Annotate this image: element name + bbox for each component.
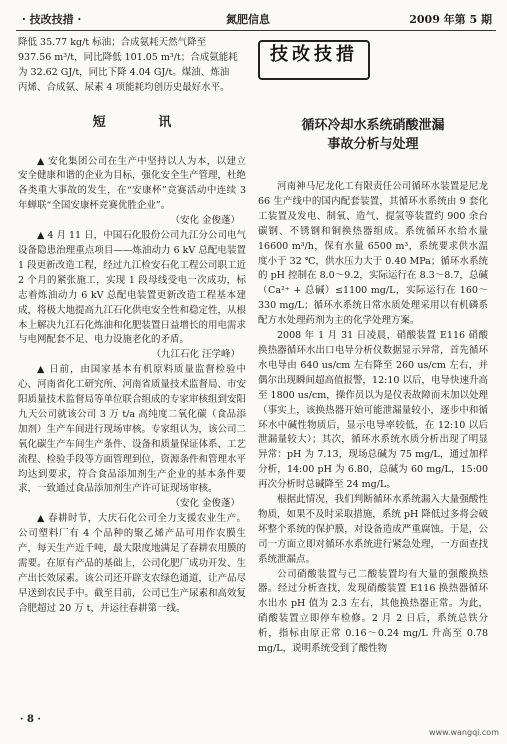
news-source: （安化 金俊蓬） bbox=[170, 215, 240, 227]
section-banner bbox=[258, 40, 370, 80]
article-paragraph: 2008 年 1 月 31 日凌晨，硝酸装置 E116 硝酸换热器循环水出口电导分析仪数据显示异常，首先循环水电导由 640 us/cm 左右降至 260 us/cm 左右，并偶尔出现瞬间超高值报警，12:10 以后，电导快速升高至 1800 us/cm，操作员以为是仪表故障而未加以处理（事实上，该换热器开始可能泄漏量较小，逐步中和循环水中碱性物质后，显示电导率较低，在 12:10 以后泄漏量较大）；其次，循环水系统水质分析出现了明显异常：pH 为 7.13，现场总碱为 75 mg/L，通过加样分析，14:00 pH 为 6.80，总碱为 60 mg/L，15:00 再次分析时总碱降至 24 mg/L。 bbox=[258, 330, 488, 491]
journal-name: 氮肥信息 bbox=[226, 13, 270, 26]
right-column bbox=[258, 36, 488, 657]
article-title-line: 循环冷却水系统硝酸泄漏 bbox=[301, 118, 445, 133]
intro-line: 丙烯、合成氨、尿素 4 项能耗均创历史最好水平。 bbox=[18, 81, 230, 93]
intro-line: 降低 35.77 kg/t 标油；合成氨耗天然气降至 bbox=[18, 37, 207, 48]
news-item: ▲ 4 月 11 日，中国石化股份公司九江分公司电气设备隐患治理重点项目——炼油动力 6 kV 总配电装置 1 段更新改造工程，经过九江检安石化工程公司职工近 2 个月的紧张施工，实现 1 段母线受电一次成功，标志着炼油动力 6 kV 总配电装置更新改造工程基本建成，将极大地提高九江石化供电安全性和稳定性，从根本上解决九江石化炼油和化肥装置日益增长的用电需求与电网配套不足、电力设施老化的矛盾。 bbox=[18, 230, 247, 346]
news-item: ▲ 春耕时节，大庆石化公司全力支援农业生产。公司塑料厂有 4 个品种的聚乙烯产品可用作农膜生产，每天生产近千吨，最大限度地满足了春耕农用膜的需要。在原有产品的基础上，公司化肥厂成功开发、生产出长效尿素。该公司还开辟支农绿色通道，让产品尽早送到农民手中。截至目前，公司已生产尿素和高效复合肥超过 20 万 t，并运往春耕第一线。 bbox=[18, 513, 247, 614]
issue-label: 2009 年第 5 期 bbox=[409, 13, 492, 26]
article-title-line: 事故分析与处理 bbox=[327, 137, 419, 152]
news-item: ▲ 日前，由国家基本有机原料质量监督检验中心、河南省化工研究所、河南省质量技术监督局、市安阳质量技术监督局等单位联合组成的专家审核组到安阳九天公司就该公司 3 万 t/a 高纯度二氧化碳（食品添加剂）生产车间进行现场审核。专家组认为，该公司二氧化碳生产车间生产条件、设备和质量保证体系、工艺流程、检验手段等方面管理到位，资源条件和管理水平均达到要求，符合食品添加剂生产企业的基本条件要求，一致通过食品添加剂生产许可证现场审核。 bbox=[18, 364, 247, 495]
news-item: ▲ 安化集团公司在生产中坚持以人为本，以建立安全健康和谐的企业为目标，强化安全生产管理，杜绝各类重大事故的发生，在“安康杯”竞赛活动中连续 3 年蝉联“全国安康杯竞赛优胜企业”。 bbox=[18, 155, 247, 212]
watermark: www.wangqi.com bbox=[429, 728, 499, 737]
article-title bbox=[258, 116, 488, 154]
intro-line: 937.56 m³/t，同比降低 101.05 m³/t；合成氨能耗 bbox=[18, 51, 238, 63]
running-header bbox=[16, 6, 496, 28]
news-source: （九江石化 汪学峰） bbox=[151, 349, 240, 361]
left-column bbox=[18, 36, 246, 617]
article-paragraph: 公司硝酸装置与己二酸装置均有大量的强酸换热器。经过分析查找，发现硝酸装置 E116 换热器循环水出水 pH 值为 2.3 左右，其他换热器正常。为此，硝酸装置立即停车检修。2 月 2 日后，系统总铁分析，指标由原正常 0.16～0.24 mg/L 升高至 0.78 mg/L，说明系统受到了酸性物 bbox=[258, 568, 488, 655]
page-number: · 8 · bbox=[20, 714, 41, 725]
article-paragraph: 河南神马尼龙化工有限责任公司循环水装置是尼龙 66 生产线中的国内配套装置，其循环水系统由 9 套化工装置及发电、制氧、造气、提氢等装置约 900 余台碳钢、不锈钢和铜换热器组成。系统循环水给水量 16600 m³/h，保有水量 6500 m³，系统要求供水温度小于 32 ℃，供水压力大于 0.40 MPa；循环水系统的 pH 控制在 8.0～9.2，实际运行在 8.3～8.7，总碱（Ca²⁺ + 总碱）≤1100 mg/L，实际运行在 160～330 mg/L；循环水系统日常水质处理采用以有机磷系配方水处理药剂为主的化学处理方案。 bbox=[258, 181, 488, 327]
intro-line: 为 32.62 GJ/t，同比下降 4.04 GJ/t。煤油、炼油 bbox=[18, 66, 230, 78]
article-paragraph: 根据此情况，我们判断循环水系统漏入大量强酸性物质，如果不及时采取措施，系统 pH 降低过多将会破坏整个系统的保护膜，对设备造成严重腐蚀。于是，公司一方面立即对循环水系统进行紧急处理，一方面查找系统泄漏点。 bbox=[258, 494, 488, 565]
section-label: · 技改技措 · bbox=[22, 13, 82, 26]
banner-label: 技改技措 bbox=[270, 44, 358, 65]
short-news-title: 短 讯 bbox=[92, 114, 196, 130]
news-source: （安化 金俊蓬） bbox=[170, 498, 240, 510]
header-divider bbox=[16, 30, 496, 31]
